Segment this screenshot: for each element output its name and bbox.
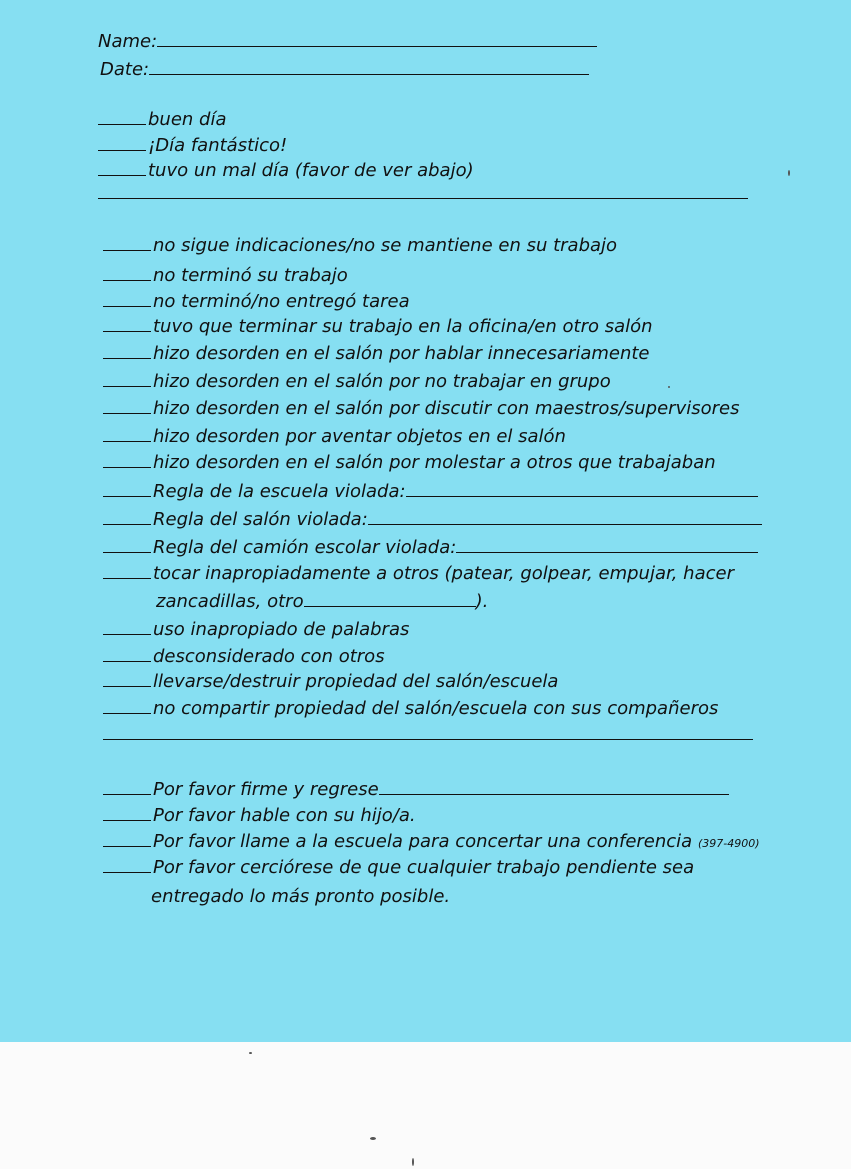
behavior-item-touching[interactable] <box>103 562 734 585</box>
behavior-item-bus-rule[interactable] <box>103 536 758 559</box>
section-divider <box>103 739 753 740</box>
checkbox-blank[interactable] <box>103 830 151 847</box>
checkbox-blank[interactable] <box>103 856 151 873</box>
behavior-label: desconsiderado con otros <box>153 646 385 667</box>
date-label: Date: <box>100 59 150 80</box>
behavior-label: tocar inapropiadamente a otros (patear, golpear, empujar, hacer <box>153 563 734 584</box>
behavior-label: hizo desorden en el salón por molestar a otros que trabajaban <box>153 452 716 473</box>
name-blank[interactable] <box>157 30 597 47</box>
behavior-item[interactable] <box>103 370 611 393</box>
checkbox-blank[interactable] <box>103 370 151 387</box>
behavior-label-end: ). <box>475 591 489 612</box>
rating-label: buen día <box>148 109 227 130</box>
rating-good-day[interactable] <box>98 108 227 131</box>
behavior-item[interactable] <box>103 290 410 313</box>
behavior-item[interactable] <box>103 670 558 693</box>
request-sign-return[interactable] <box>103 778 729 801</box>
behavior-item[interactable] <box>103 264 348 287</box>
behavior-label: no terminó su trabajo <box>153 265 348 286</box>
checkbox-blank[interactable] <box>98 159 146 176</box>
name-label: Name: <box>98 31 158 52</box>
checkbox-blank[interactable] <box>103 451 151 468</box>
scan-speck <box>788 170 790 176</box>
checkbox-blank[interactable] <box>103 697 151 714</box>
checkbox-blank[interactable] <box>103 508 151 525</box>
checkbox-blank[interactable] <box>103 342 151 359</box>
behavior-label: uso inapropiado de palabras <box>153 619 410 640</box>
scan-speck <box>668 386 670 388</box>
behavior-label-cont: zancadillas, otro <box>156 591 304 612</box>
date-field[interactable] <box>100 58 589 81</box>
request-talk-child[interactable] <box>103 804 416 827</box>
checkbox-blank[interactable] <box>103 234 151 251</box>
checkbox-blank[interactable] <box>103 618 151 635</box>
bus-rule-blank[interactable] <box>456 536 758 553</box>
behavior-item[interactable] <box>103 697 718 720</box>
checkbox-blank[interactable] <box>103 645 151 662</box>
checkbox-blank[interactable] <box>103 264 151 281</box>
request-label: Por favor hable con su hijo/a. <box>153 805 416 826</box>
checkbox-blank[interactable] <box>103 397 151 414</box>
request-label: Por favor cerciórese de que cualquier trabajo pendiente sea <box>153 857 695 878</box>
behavior-label: hizo desorden por aventar objetos en el salón <box>153 426 566 447</box>
checkbox-blank[interactable] <box>98 134 146 151</box>
school-rule-blank[interactable] <box>406 480 758 497</box>
behavior-item[interactable] <box>103 451 716 474</box>
behavior-label: hizo desorden en el salón por hablar innecesariamente <box>153 343 650 364</box>
checkbox-blank[interactable] <box>103 480 151 497</box>
checkbox-blank[interactable] <box>103 315 151 332</box>
behavior-label: Regla del camión escolar violada: <box>153 537 457 558</box>
behavior-label: tuvo que terminar su trabajo en la oficina/en otro salón <box>153 316 653 337</box>
behavior-label: no sigue indicaciones/no se mantiene en su trabajo <box>153 235 618 256</box>
behavior-label: hizo desorden en el salón por discutir con maestros/supervisores <box>153 398 740 419</box>
behavior-item[interactable] <box>103 618 409 641</box>
behavior-label: no terminó/no entregó tarea <box>153 291 410 312</box>
request-pending-work[interactable] <box>103 856 694 879</box>
checkbox-blank[interactable] <box>103 778 151 795</box>
behavior-label: hizo desorden en el salón por no trabajar en grupo <box>153 371 611 392</box>
behavior-item[interactable] <box>103 234 617 257</box>
scanner-white-margin <box>0 1042 851 1169</box>
class-rule-blank[interactable] <box>368 508 762 525</box>
behavior-item[interactable] <box>103 315 653 338</box>
other-blank[interactable] <box>304 590 476 607</box>
signature-blank[interactable] <box>379 778 729 795</box>
request-label: Por favor llame a la escuela para concertar una conferencia <box>153 831 693 852</box>
behavior-label: Regla del salón violada: <box>153 509 368 530</box>
behavior-item[interactable] <box>103 397 739 420</box>
checkbox-blank[interactable] <box>103 536 151 553</box>
behavior-item-school-rule[interactable] <box>103 480 758 503</box>
date-blank[interactable] <box>149 58 589 75</box>
request-call-school[interactable] <box>103 830 760 855</box>
checkbox-blank[interactable] <box>103 670 151 687</box>
behavior-label: Regla de la escuela violada: <box>153 481 406 502</box>
checkbox-blank[interactable] <box>103 562 151 579</box>
checkbox-blank[interactable] <box>103 804 151 821</box>
rating-label: ¡Día fantástico! <box>148 135 288 156</box>
rating-bad-day[interactable] <box>98 159 474 182</box>
name-field[interactable] <box>98 30 597 53</box>
behavior-item[interactable] <box>103 645 385 668</box>
section-divider <box>98 198 748 199</box>
checkbox-blank[interactable] <box>103 290 151 307</box>
scan-speck <box>249 1052 252 1054</box>
behavior-item[interactable] <box>103 342 650 365</box>
behavior-label: llevarse/destruir propiedad del salón/escuela <box>153 671 559 692</box>
behavior-label: no compartir propiedad del salón/escuela con sus compañeros <box>153 698 719 719</box>
request-pending-work-cont <box>151 886 450 908</box>
checkbox-blank[interactable] <box>103 425 151 442</box>
scan-speck <box>370 1137 376 1140</box>
behavior-item-class-rule[interactable] <box>103 508 762 531</box>
behavior-item-touching-cont <box>156 590 488 613</box>
rating-label: tuvo un mal día (favor de ver abajo) <box>148 160 474 181</box>
rating-fantastic-day[interactable] <box>98 134 287 157</box>
request-label-cont: entregado lo más pronto posible. <box>151 886 451 907</box>
request-label: Por favor firme y regrese <box>153 779 379 800</box>
checkbox-blank[interactable] <box>98 108 146 125</box>
school-phone: (397-4900) <box>697 837 760 850</box>
behavior-item[interactable] <box>103 425 566 448</box>
scan-speck <box>412 1158 414 1166</box>
